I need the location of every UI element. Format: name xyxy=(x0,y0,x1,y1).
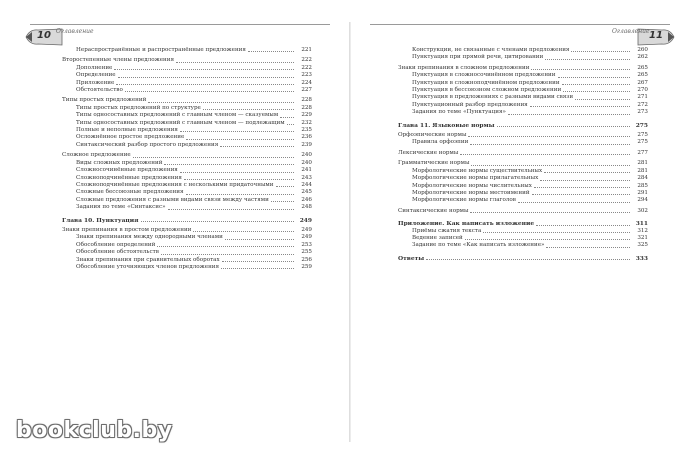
toc-entry-title: Пунктуационный разбор предложения xyxy=(412,101,528,108)
toc-entry-title: Дополнение xyxy=(76,64,113,71)
toc-dot-leader xyxy=(114,69,294,70)
toc-page-number: 267 xyxy=(637,79,648,86)
toc-entry xyxy=(62,264,312,271)
toc-entry xyxy=(62,227,312,234)
toc-dot-leader xyxy=(184,179,294,180)
toc-dot-leader xyxy=(186,139,294,140)
toc-entry-title: Правила орфоэпии xyxy=(412,139,469,146)
book-gutter xyxy=(349,22,351,442)
toc-dot-leader xyxy=(180,131,294,132)
toc-page-number: 222 xyxy=(301,64,312,71)
toc-page-number: 325 xyxy=(637,242,648,249)
toc-page-number: 243 xyxy=(301,174,312,181)
toc-entry xyxy=(398,80,648,87)
toc-dot-leader xyxy=(532,194,630,195)
toc-entry-title: Синтаксические нормы xyxy=(398,207,469,214)
toc-entry xyxy=(398,183,648,190)
toc-dot-leader xyxy=(116,84,294,85)
toc-entry xyxy=(398,54,648,61)
toc-entry xyxy=(398,228,648,235)
toc-entry xyxy=(62,204,312,211)
toc-page-number: 229 xyxy=(301,112,312,119)
toc-page-number: 311 xyxy=(635,220,648,228)
toc-entry-title: Пунктуация в бессоюзном сложном предложении xyxy=(412,87,562,94)
toc-entry-title: Знаки препинания при сравнительных оборотах xyxy=(76,256,220,263)
toc-page-number: 249 xyxy=(301,234,312,241)
left-table-of-contents xyxy=(62,47,312,271)
toc-entry-title: Задание по теме «Как написать изложение» xyxy=(412,242,545,249)
toc-dot-leader xyxy=(483,232,630,233)
toc-dot-leader xyxy=(118,77,294,78)
toc-dot-leader xyxy=(558,77,630,78)
toc-entry-title: Знаки препинания в простом предложении xyxy=(62,226,192,233)
toc-entry xyxy=(398,47,648,54)
toc-page-number: 239 xyxy=(301,141,312,148)
toc-dot-leader xyxy=(544,172,630,173)
toc-entry-title: Полные и неполные предложения xyxy=(76,127,178,134)
toc-page-number: 240 xyxy=(301,159,312,166)
toc-page-number: 232 xyxy=(301,119,312,126)
toc-entry-title: Лексические нормы xyxy=(398,149,459,156)
toc-page-number: 262 xyxy=(637,54,648,61)
right-header-rule xyxy=(370,24,670,25)
toc-page-number: 291 xyxy=(637,189,648,196)
toc-page-number: 270 xyxy=(637,87,648,94)
toc-dot-leader xyxy=(575,99,630,100)
toc-page-number: 248 xyxy=(301,204,312,211)
toc-entry xyxy=(62,72,312,79)
toc-entry xyxy=(62,257,312,264)
right-running-head: Оглавление xyxy=(612,28,650,35)
toc-dot-leader xyxy=(536,225,630,226)
toc-entry xyxy=(398,87,648,94)
toc-entry-title: Второстепенные члены предложения xyxy=(62,57,175,64)
toc-entry-title: Орфоэпические нормы xyxy=(398,132,467,139)
toc-page-number: 228 xyxy=(301,97,312,104)
toc-entry-title: Пунктуация в сложноподчинённом предложении xyxy=(412,79,560,86)
toc-dot-leader xyxy=(141,221,294,222)
toc-entry xyxy=(62,189,312,196)
toc-page-number: 241 xyxy=(301,167,312,174)
toc-entry xyxy=(398,168,648,175)
toc-page-number: 272 xyxy=(637,101,648,108)
toc-dot-leader xyxy=(470,212,630,213)
toc-dot-leader xyxy=(276,186,294,187)
toc-page-number: 265 xyxy=(637,72,648,79)
toc-page-number: 260 xyxy=(637,47,648,53)
toc-chapter-entry xyxy=(398,122,648,129)
toc-page-number: 236 xyxy=(301,134,312,141)
toc-entry-title: Типы простых предложений xyxy=(62,97,147,104)
toc-page-number: 294 xyxy=(637,197,648,204)
toc-page-number: 222 xyxy=(301,57,312,64)
toc-page-number: 271 xyxy=(637,94,648,101)
toc-entry xyxy=(62,112,312,119)
toc-page-number: 275 xyxy=(637,139,648,146)
toc-entry-title: Типы односоставных предложений с главным членом — сказуемым xyxy=(76,112,279,119)
toc-entry-title: Глава 10. Пунктуация xyxy=(62,216,139,224)
toc-page-number: 281 xyxy=(637,160,648,167)
toc-entry-title: Типы односоставных предложений с главным членом — подлежащим xyxy=(76,119,285,126)
toc-entry xyxy=(62,142,312,149)
toc-entry xyxy=(62,197,312,204)
toc-page-number: 249 xyxy=(301,226,312,233)
toc-page-number: 244 xyxy=(301,181,312,188)
toc-entry xyxy=(62,175,312,182)
toc-dot-leader xyxy=(287,124,294,125)
toc-entry xyxy=(62,167,312,174)
toc-dot-leader xyxy=(271,201,294,202)
toc-dot-leader xyxy=(468,136,630,137)
toc-entry xyxy=(398,102,648,109)
toc-entry-title: Типы простых предложений по структуре xyxy=(76,104,201,111)
toc-dot-leader xyxy=(534,187,630,188)
toc-dot-leader xyxy=(125,91,294,92)
toc-entry-title: Виды сложных предложений xyxy=(76,159,163,166)
toc-page-number: 224 xyxy=(301,79,312,86)
toc-dot-leader xyxy=(518,202,630,203)
toc-page-number: 255 xyxy=(301,249,312,256)
toc-entry-title: Знаки препинания в сложном предложении xyxy=(398,64,530,71)
toc-entry-title: Приложение. Как написать изложение xyxy=(398,220,535,228)
toc-entry xyxy=(398,150,648,157)
toc-entry xyxy=(62,97,312,104)
toc-dot-leader xyxy=(546,247,630,248)
toc-dot-leader xyxy=(133,157,294,158)
toc-entry-title: Обособление определений xyxy=(76,241,156,248)
toc-entry-title: Обстоятельство xyxy=(76,87,123,94)
toc-dot-leader xyxy=(497,126,630,127)
toc-entry-title: Сложное предложение xyxy=(62,152,131,159)
toc-dot-leader xyxy=(562,84,630,85)
toc-dot-leader xyxy=(571,51,630,52)
toc-page-number: 221 xyxy=(301,47,312,53)
toc-entry-title: Нераспространённые и распространённые предложения xyxy=(76,47,246,53)
toc-dot-leader xyxy=(248,51,294,52)
toc-entry-title: Ответы xyxy=(398,254,425,262)
left-header-rule xyxy=(30,24,330,25)
toc-dot-leader xyxy=(530,106,630,107)
toc-dot-leader xyxy=(465,239,630,240)
toc-page-number: 259 xyxy=(301,263,312,270)
toc-entry-title: Сложносочинённые предложения xyxy=(76,167,178,174)
right-page-number: 11 xyxy=(649,30,663,41)
toc-dot-leader xyxy=(157,246,294,247)
toc-entry xyxy=(398,235,648,242)
toc-dot-leader xyxy=(203,109,294,110)
toc-dot-leader xyxy=(164,164,294,165)
toc-entry-title: Знаки препинания между однородными членами xyxy=(76,234,223,241)
left-page-number: 10 xyxy=(37,30,51,41)
toc-entry-title: Пунктуация в предложениях с разными видами связи xyxy=(412,94,574,101)
toc-entry-title: Сложные предложения с разными видами связи между частями xyxy=(76,196,269,203)
toc-dot-leader xyxy=(531,69,630,70)
toc-entry-title: Приложение xyxy=(76,79,115,86)
toc-dot-leader xyxy=(225,239,294,240)
toc-entry xyxy=(398,175,648,182)
toc-entry xyxy=(62,120,312,127)
toc-entry-title: Пунктуация при прямой речи, цитировании xyxy=(412,54,544,61)
toc-dot-leader xyxy=(470,144,630,145)
toc-entry xyxy=(398,139,648,146)
toc-page-number: 246 xyxy=(301,196,312,203)
toc-entry-title: Обособление уточняющих членов предложения xyxy=(76,263,220,270)
toc-dot-leader xyxy=(220,146,294,147)
toc-entry xyxy=(62,134,312,141)
toc-entry xyxy=(62,105,312,112)
toc-page-number: 256 xyxy=(301,256,312,263)
toc-page-number: 312 xyxy=(637,227,648,234)
toc-dot-leader xyxy=(222,261,294,262)
toc-entry xyxy=(398,160,648,167)
toc-entry xyxy=(62,234,312,241)
toc-dot-leader xyxy=(508,114,630,115)
toc-page-number: 228 xyxy=(301,104,312,111)
toc-entry-title: Морфологические нормы глаголов xyxy=(412,197,516,204)
toc-page-number: 235 xyxy=(301,127,312,134)
toc-dot-leader xyxy=(193,231,294,232)
toc-dot-leader xyxy=(186,194,294,195)
toc-page-number: 302 xyxy=(637,207,648,214)
toc-entry xyxy=(62,47,312,54)
toc-dot-leader xyxy=(540,180,630,181)
toc-dot-leader xyxy=(563,91,630,92)
toc-page-number: 321 xyxy=(637,234,648,241)
toc-entry-title: Сложноподчинённые предложения xyxy=(76,174,182,181)
toc-dot-leader xyxy=(221,268,294,269)
toc-entry-title: Морфологические нормы местоимений xyxy=(412,189,530,196)
toc-page-number: 275 xyxy=(635,121,648,129)
toc-dot-leader xyxy=(168,209,294,210)
toc-entry xyxy=(62,65,312,72)
toc-entry xyxy=(398,94,648,101)
toc-entry-title: Задания по теме «Пунктуация» xyxy=(412,109,506,116)
toc-entry-title: Задания по теме «Синтаксис» xyxy=(76,204,166,211)
toc-entry-title: Ведение записей xyxy=(412,234,463,241)
toc-page-number: 227 xyxy=(301,87,312,94)
toc-dot-leader xyxy=(180,172,294,173)
toc-entry xyxy=(62,160,312,167)
toc-page-number: 253 xyxy=(301,241,312,248)
toc-entry-title: Приёмы сжатия текста xyxy=(412,227,482,234)
toc-page-number: 275 xyxy=(637,132,648,139)
toc-entry-title: Пунктуация в сложносочинённом предложении xyxy=(412,72,556,79)
toc-chapter-entry xyxy=(398,255,648,262)
toc-chapter-entry xyxy=(398,220,648,227)
toc-entry-title: Сложноподчинённые предложения с несколькими придаточными xyxy=(76,181,274,188)
toc-page-number: 284 xyxy=(637,175,648,182)
toc-entry-title: Грамматические нормы xyxy=(398,160,470,167)
right-table-of-contents xyxy=(398,47,648,262)
toc-entry xyxy=(62,57,312,64)
toc-page-number: 245 xyxy=(301,189,312,196)
toc-page-number: 285 xyxy=(637,182,648,189)
toc-entry-title: Морфологические нормы существительных xyxy=(412,167,543,174)
toc-dot-leader xyxy=(161,254,294,255)
toc-entry xyxy=(398,242,648,249)
toc-dot-leader xyxy=(426,259,630,260)
toc-entry-title: Осложнённое простое предложение xyxy=(76,134,185,141)
toc-dot-leader xyxy=(280,117,294,118)
toc-entry xyxy=(398,208,648,215)
toc-dot-leader xyxy=(460,154,630,155)
toc-entry-title: Конструкции, не связанные с членами предложения xyxy=(412,47,570,53)
toc-page-number: 265 xyxy=(637,64,648,71)
toc-entry xyxy=(62,87,312,94)
toc-entry-title: Определение xyxy=(76,72,116,79)
toc-entry-title: Морфологические нормы прилагательных xyxy=(412,175,539,182)
toc-page-number: 240 xyxy=(301,152,312,159)
toc-entry-title: Сложные бессоюзные предложения xyxy=(76,189,184,196)
toc-entry-title: Глава 11. Языковые нормы xyxy=(398,121,495,129)
toc-entry xyxy=(398,72,648,79)
left-running-head: Оглавление xyxy=(56,28,94,35)
toc-entry xyxy=(62,152,312,159)
toc-dot-leader xyxy=(148,102,294,103)
toc-entry-title: Синтаксический разбор простого предложения xyxy=(76,141,219,148)
toc-chapter-entry xyxy=(62,217,312,224)
toc-entry xyxy=(398,197,648,204)
toc-entry xyxy=(62,80,312,87)
toc-entry xyxy=(62,249,312,256)
toc-page-number: 223 xyxy=(301,72,312,79)
toc-page-number: 273 xyxy=(637,109,648,116)
toc-page-number: 249 xyxy=(299,216,312,224)
toc-entry-title: Морфологические нормы числительных xyxy=(412,182,532,189)
toc-page-number: 281 xyxy=(637,167,648,174)
toc-entry-title: Обособление обстоятельств xyxy=(76,249,159,256)
watermark: bookclub.by xyxy=(16,418,173,443)
toc-dot-leader xyxy=(471,165,630,166)
toc-page-number: 333 xyxy=(635,254,648,262)
toc-dot-leader xyxy=(176,62,294,63)
toc-entry xyxy=(398,109,648,116)
toc-dot-leader xyxy=(545,59,630,60)
toc-page-number: 277 xyxy=(637,149,648,156)
